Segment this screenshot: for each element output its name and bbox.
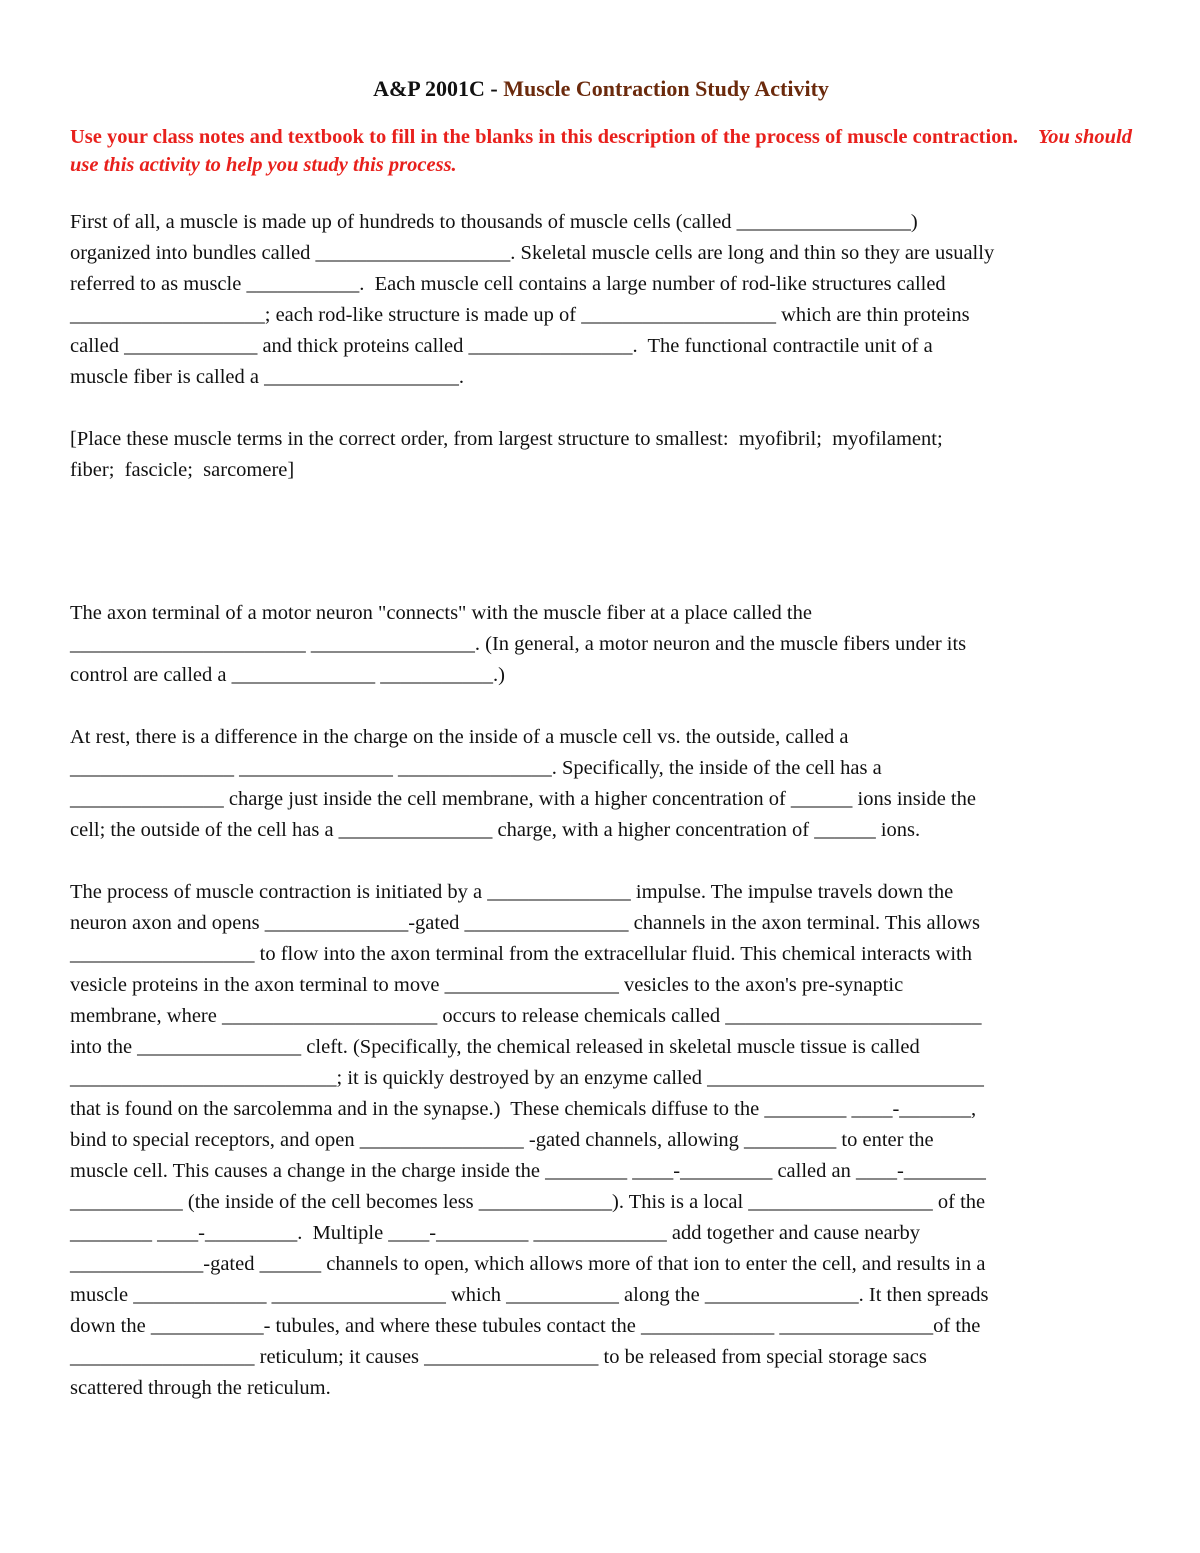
text-line: down the ___________- tubules, and where these tubules contact the _____________ _______________of the: [70, 1315, 981, 1337]
worksheet-page: [70, 70, 1132, 1435]
text-line: ___________ (the inside of the cell becomes less _____________). This is a local __________________ of the: [70, 1191, 986, 1213]
course-code: A&P 2001C: [373, 76, 485, 101]
text-line: The process of muscle contraction is initiated by a ______________ impulse. The impulse travels down the: [70, 881, 954, 903]
text-line: called _____________ and thick proteins called ________________. The functional contractile unit of a: [70, 335, 933, 357]
text-line: muscle fiber is called a ___________________.: [70, 366, 464, 388]
text-line: control are called a ______________ ___________.): [70, 664, 505, 686]
text-line: _______________ charge just inside the cell membrane, with a higher concentration of ______ ions inside the: [70, 788, 976, 810]
text-line: bind to special receptors, and open ________________ -gated channels, allowing _________ to enter the: [70, 1129, 934, 1151]
text-line: muscle _____________ _________________ which ___________ along the _______________. It then spreads: [70, 1284, 989, 1306]
text-line: into the ________________ cleft. (Specifically, the chemical released in skeletal muscle tissue is called: [70, 1036, 920, 1058]
paragraph-resting-potential: [70, 722, 1132, 846]
text-line: membrane, where _____________________ occurs to release chemicals called _________________________: [70, 1005, 982, 1027]
paragraph-muscle-structure: [70, 207, 1132, 393]
paragraph-ordering-task: [70, 424, 1132, 486]
instructions-emphasis: You should use this activity to help you study this process.: [70, 126, 1132, 176]
text-line: __________________ reticulum; it causes _________________ to be released from special storage sacs: [70, 1346, 927, 1368]
text-line: cell; the outside of the cell has a _______________ charge, with a higher concentration of ______ ions.: [70, 819, 921, 841]
text-line: ________________ _______________ _______________. Specifically, the inside of the cell has a: [70, 757, 882, 779]
text-line: scattered through the reticulum.: [70, 1377, 331, 1399]
text-line: __________________________; it is quickly destroyed by an enzyme called ___________________________: [70, 1067, 984, 1089]
text-line: __________________ to flow into the axon terminal from the extracellular fluid. This chemical interacts with: [70, 943, 972, 965]
page-title: [70, 75, 1132, 103]
text-line: The axon terminal of a motor neuron "connects" with the muscle fiber at a place called the: [70, 602, 812, 624]
instructions: [70, 123, 1132, 179]
paragraph-contraction-process: [70, 877, 1132, 1404]
text-line: At rest, there is a difference in the charge on the inside of a muscle cell vs. the outside, called a: [70, 726, 849, 748]
text-line: fiber; fascicle; sarcomere]: [70, 459, 295, 481]
text-line: referred to as muscle ___________. Each muscle cell contains a large number of rod-like structures called: [70, 273, 946, 295]
text-line: [Place these muscle terms in the correct order, from largest structure to smallest: myofibril; myofilament;: [70, 428, 943, 450]
instructions-main: Use your class notes and textbook to fill in the blanks in this description of the process of muscle contraction.: [70, 126, 1018, 148]
text-line: First of all, a muscle is made up of hundreds to thousands of muscle cells (called _________________): [70, 211, 918, 233]
title-separator: -: [490, 76, 498, 101]
text-line: that is found on the sarcolemma and in the synapse.) These chemicals diffuse to the ________ ____-_______,: [70, 1098, 977, 1120]
text-line: ________ ____-_________. Multiple ____-_________ _____________ add together and cause nearby: [70, 1222, 921, 1244]
text-line: organized into bundles called ___________________. Skeletal muscle cells are long and thin so they are usually: [70, 242, 995, 264]
text-line: vesicle proteins in the axon terminal to move _________________ vesicles to the axon's pre-synaptic: [70, 974, 904, 996]
text-line: ___________________; each rod-like structure is made up of ___________________ which are thin proteins: [70, 304, 970, 326]
paragraph-neuromuscular-junction: [70, 598, 1132, 691]
text-line: _______________________ ________________. (In general, a motor neuron and the muscle fibers under its: [70, 633, 967, 655]
text-line: muscle cell. This causes a change in the charge inside the ________ ____-_________ called an ____-________: [70, 1160, 986, 1182]
activity-topic: Muscle Contraction Study Activity: [503, 76, 829, 101]
text-line: _____________-gated ______ channels to open, which allows more of that ion to enter the cell, and results in a: [70, 1253, 986, 1275]
text-line: neuron axon and opens ______________-gated ________________ channels in the axon terminal. This allows: [70, 912, 981, 934]
